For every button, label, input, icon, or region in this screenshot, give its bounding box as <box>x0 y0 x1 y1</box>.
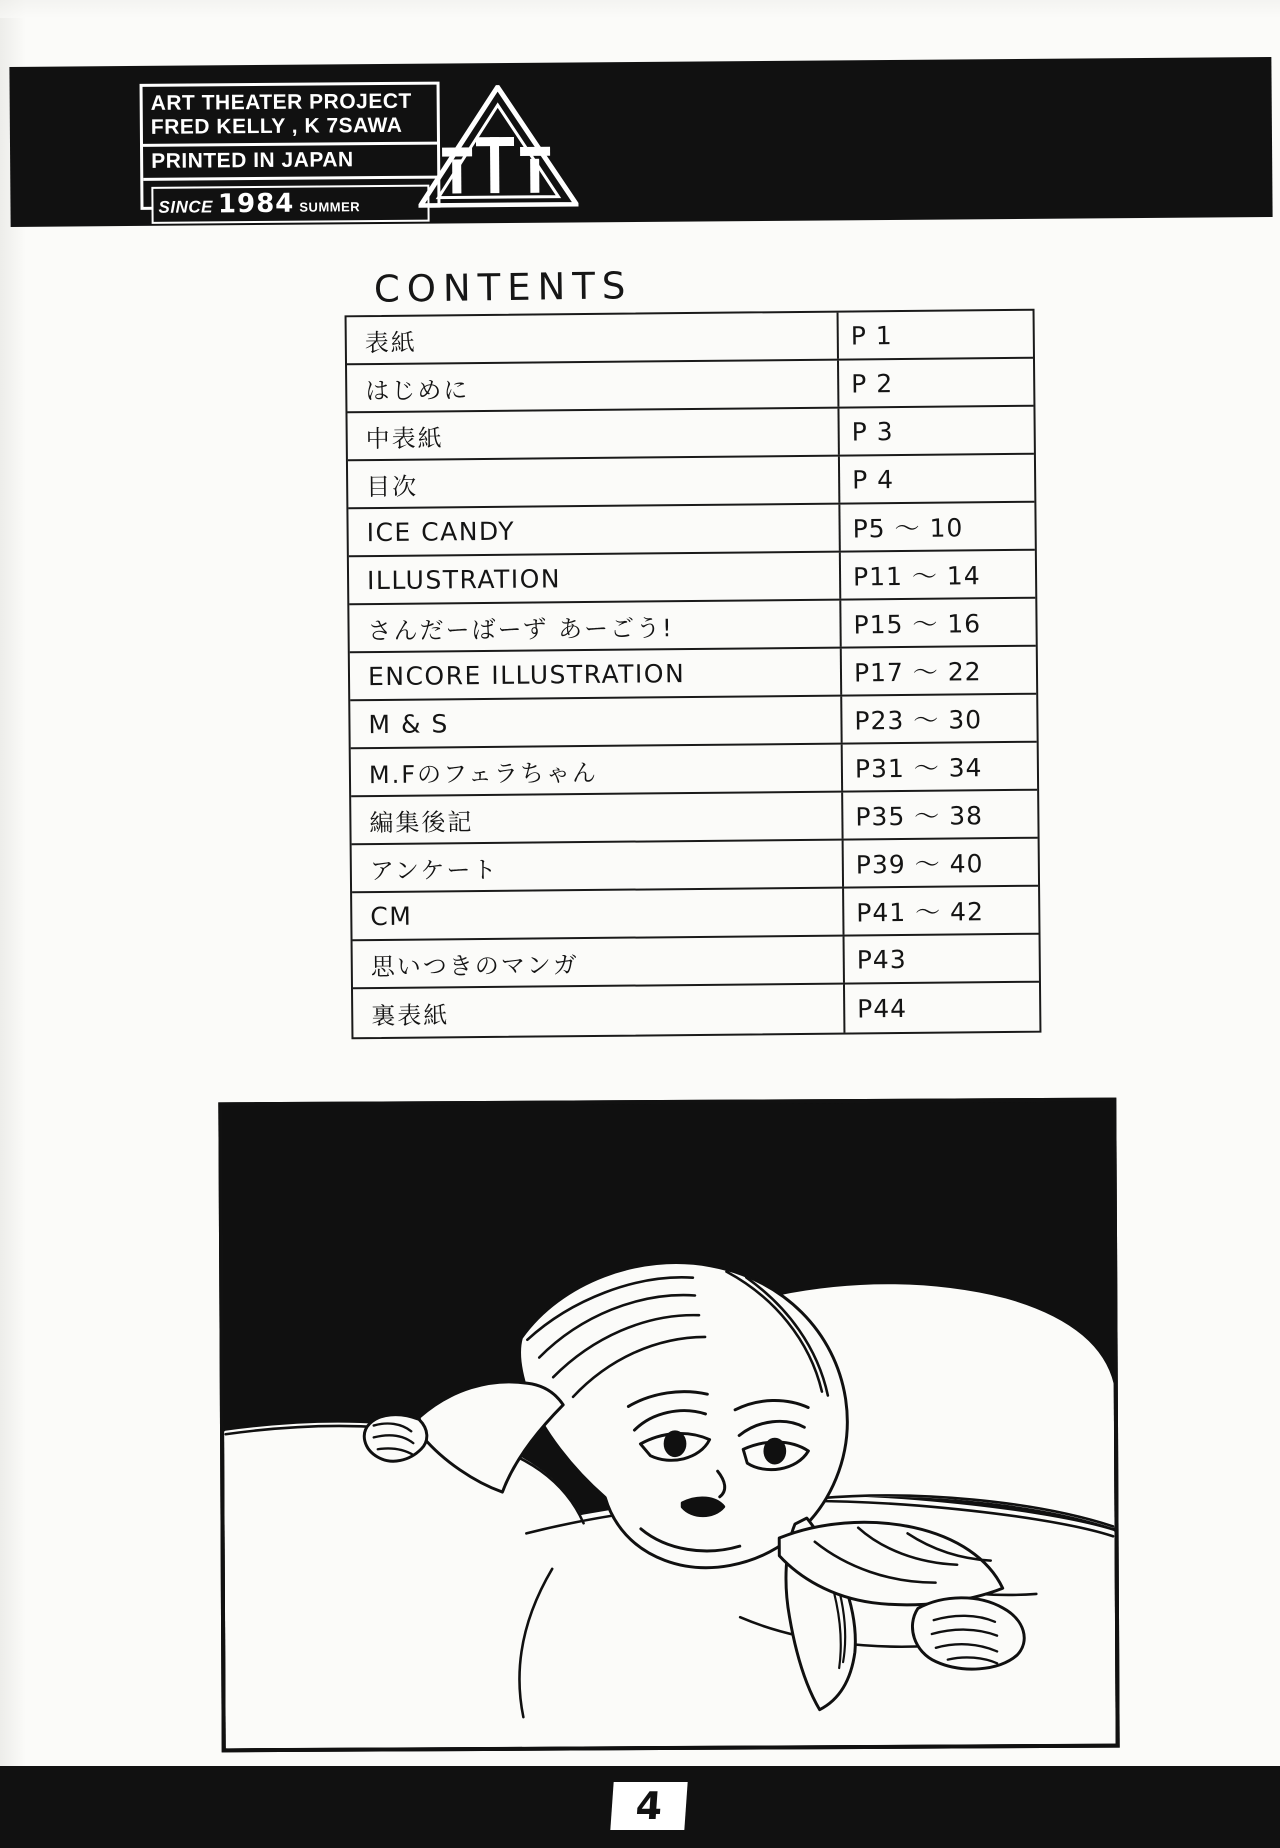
toc-page-range: P15 ～ 16 <box>853 609 982 640</box>
since-prefix: SINCE <box>158 197 214 217</box>
table-row <box>351 791 1037 846</box>
toc-page-range: P23 ～ 30 <box>854 705 983 736</box>
divider <box>143 176 437 181</box>
toc-page-range: P 3 <box>851 416 894 446</box>
toc-section-name: 中表紙 <box>347 409 839 460</box>
table-row <box>347 311 1033 366</box>
reclining-girl-lineart <box>222 1102 1115 1749</box>
toc-section-name: 思いつきのマンガ <box>353 937 845 988</box>
table-row <box>353 983 1039 1038</box>
since-badge <box>151 185 429 224</box>
toc-section-name: 裏表紙 <box>353 985 845 1038</box>
illustration-panel <box>218 1098 1119 1753</box>
table-row <box>349 551 1035 606</box>
table-row <box>347 407 1033 462</box>
toc-page-range: P 2 <box>851 368 894 398</box>
toc-page-range: P 1 <box>850 320 893 350</box>
toc-section-name: 編集後記 <box>351 793 843 844</box>
toc-page-range: P43 <box>856 944 907 974</box>
toc-page-range: P39 ～ 40 <box>855 849 984 880</box>
toc-section-name: アンケート <box>352 841 844 892</box>
toc-page-range: P17 ～ 22 <box>853 657 982 688</box>
contents-table <box>345 309 1042 1040</box>
toc-section-name: ENCORE ILLUSTRATION <box>350 649 842 700</box>
table-row <box>351 743 1037 798</box>
publisher-logo-box <box>140 82 441 220</box>
table-row <box>349 599 1035 654</box>
since-year: 1984 <box>217 188 295 220</box>
toc-page-range: P41 ～ 42 <box>856 897 985 928</box>
toc-page-range: P 4 <box>852 464 895 494</box>
table-row <box>352 887 1038 942</box>
scan-edge-shadow-top <box>0 0 1280 18</box>
toc-section-name: ICE CANDY <box>348 505 840 556</box>
toc-section-name: はじめに <box>347 361 839 412</box>
table-row <box>350 647 1036 702</box>
publisher-banner-content <box>140 81 561 220</box>
toc-section-name: さんだーばーず あーごう! <box>349 601 841 652</box>
page-number: 4 <box>610 1782 687 1830</box>
toc-section-name: 表紙 <box>347 313 839 364</box>
table-row <box>348 455 1034 510</box>
publisher-line-3: PRINTED IN JAPAN <box>151 148 354 173</box>
table-row <box>353 935 1039 990</box>
since-season: SUMMER <box>299 199 361 215</box>
toc-section-name: 目次 <box>348 457 840 508</box>
toc-page-range: P31 ～ 34 <box>854 753 983 784</box>
toc-section-name: CM <box>352 889 844 940</box>
toc-page-range: P44 <box>857 993 908 1023</box>
table-row <box>348 503 1034 558</box>
atp-triangle-logo-icon <box>418 84 579 207</box>
table-row <box>350 695 1036 750</box>
publisher-line-2: FRED KELLY , K 7SAWA <box>150 113 403 139</box>
toc-section-name: M & S <box>350 697 842 748</box>
toc-page-range: P35 ～ 38 <box>855 801 984 832</box>
scan-edge-shadow-left <box>0 0 26 1848</box>
table-row <box>352 839 1038 894</box>
table-row <box>347 359 1033 414</box>
toc-page-range: P11 ～ 14 <box>852 561 981 592</box>
page-title: CONTENTS <box>373 264 633 311</box>
toc-section-name: ILLUSTRATION <box>349 553 841 604</box>
divider <box>143 142 437 147</box>
toc-page-range: P5 ～ 10 <box>852 513 964 544</box>
publisher-line-1: ART THEATER PROJECT <box>150 89 412 115</box>
publisher-banner <box>9 57 1272 227</box>
toc-section-name: M.Fのフェラちゃん <box>351 745 843 796</box>
